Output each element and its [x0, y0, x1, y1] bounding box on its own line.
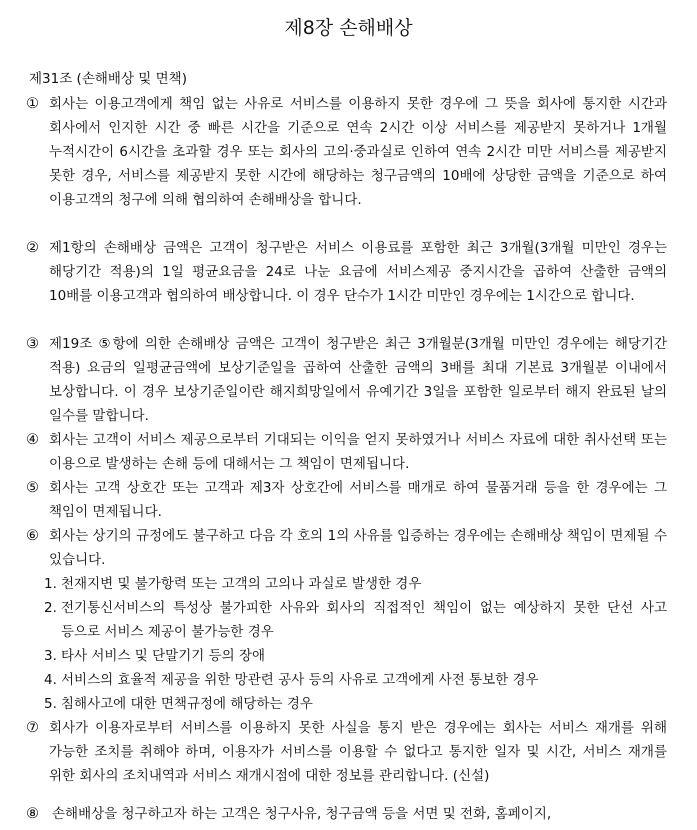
- clause-8-marker: ⑧: [26, 806, 39, 822]
- article-title: 제31조 (손해배상 및 면책): [29, 71, 187, 87]
- clause-3-text: 제19조 ⑤항에 의한 손해배상 금액은 고객이 청구받은 최근 3개월분(3개월 미만인 경우에는 해당기간 적용) 요금의 일평균금액에 보상기준일을 곱하여 산출한 금액의 3배를 최대 기본료 3개월분 이내에서 보상합니다. 이 경우 보상기준일이란 해지희망일에서 유예기간 3일을 포함한 일로부터 해지 완료된 날의 일수를 말합니다.: [49, 336, 667, 424]
- clause-2-text: 제1항의 손해배상 금액은 고객이 청구받은 서비스 이용료를 포함한 최근 3개월(3개월 미만인 경우는 해당기간 적용)의 1일 평균요금을 24로 나눈 요금에 서비스제공 중지시간을 곱하여 산출한 금액의 10배를 이용고객과 협의하여 배상합니다. 이 경우 단수가 1시간 미만인 경우에는 1시간으로 합니다.: [49, 240, 667, 304]
- exemption-item-5-text: 침해사고에 대한 면책규정에 해당하는 경우: [61, 696, 313, 712]
- exemption-item-3-number: 3.: [44, 648, 57, 664]
- exemption-item-5-number: 5.: [44, 696, 57, 712]
- clause-5-text: 회사는 고객 상호간 또는 고객과 제3자 상호간에 서비스를 매개로 하여 물품거래 등을 한 경우에는 그 책임이 면제됩니다.: [49, 480, 667, 520]
- clause-3-marker: ③: [26, 336, 39, 352]
- clause-4-text: 회사는 고객이 서비스 제공으로부터 기대되는 이익을 얻지 못하였거나 서비스 자료에 대한 취사선택 또는 이용으로 발생하는 손해 등에 대해서는 그 책임이 면제됩니다.: [49, 432, 667, 472]
- exemption-item-1-text: 천재지변 및 불가항력 또는 고객의 고의나 과실로 발생한 경우: [61, 576, 422, 592]
- exemption-item-2-text: 전기통신서비스의 특성상 불가피한 사유와 회사의 직접적인 책임이 없는 예상하지 못한 단선 사고 등으로 서비스 제공이 불가능한 경우: [61, 600, 667, 640]
- chapter-title: 제8장 손해배상: [284, 17, 413, 39]
- clause-5-marker: ⑤: [26, 480, 39, 496]
- clause-6-marker: ⑥: [26, 528, 39, 544]
- exemption-item-4-number: 4.: [44, 672, 57, 688]
- clause-1-marker: ①: [26, 96, 39, 112]
- clause-6-text: 회사는 상기의 규정에도 불구하고 다음 각 호의 1의 사유를 입증하는 경우에는 손해배상 책임이 면제될 수 있습니다.: [49, 528, 667, 568]
- exemption-item-4-text: 서비스의 효율적 제공을 위한 망관련 공사 등의 사유로 고객에게 사전 통보한 경우: [61, 672, 539, 688]
- exemption-item-2-number: 2.: [44, 600, 57, 616]
- clause-1-text: 회사는 이용고객에게 책임 없는 사유로 서비스를 이용하지 못한 경우에 그 뜻을 회사에 통지한 시간과 회사에서 인지한 시간 중 빠른 시간을 기준으로 연속 2시간 이상 서비스를 제공받지 못하거나 1개월 누적시간이 6시간을 초과할 경우 또는 회사의 고의·중과실로 인하여 연속 2시간 미만 서비스를 제공받지 못한 경우, 서비스를 제공받지 못한 시간에 해당하는 청구금액의 10배에 상당한 금액을 기준으로 하여 이용고객의 청구에 의해 협의하여 손해배상을 합니다.: [49, 96, 667, 208]
- exemption-item-3-text: 타사 서비스 및 단말기기 등의 장애: [61, 648, 266, 664]
- clause-8-text: 손해배상을 청구하고자 하는 고객은 청구사유, 청구금액 등을 서면 및 전화, 홈페이지,: [52, 806, 552, 822]
- clause-2-marker: ②: [26, 240, 39, 256]
- clause-7-marker: ⑦: [26, 720, 39, 736]
- exemption-item-1-number: 1.: [44, 576, 57, 592]
- clause-4-marker: ④: [26, 432, 39, 448]
- clause-7-text: 회사가 이용자로부터 서비스를 이용하지 못한 사실을 통지 받은 경우에는 회사는 서비스 재개를 위해 가능한 조치를 취해야 하며, 이용자가 서비스를 이용할 수 없다고 통지한 일자 및 시간, 서비스 재개를 위한 회사의 조치내역과 서비스 재개시점에 대한 정보를 관리합니다. (신설): [49, 720, 667, 784]
